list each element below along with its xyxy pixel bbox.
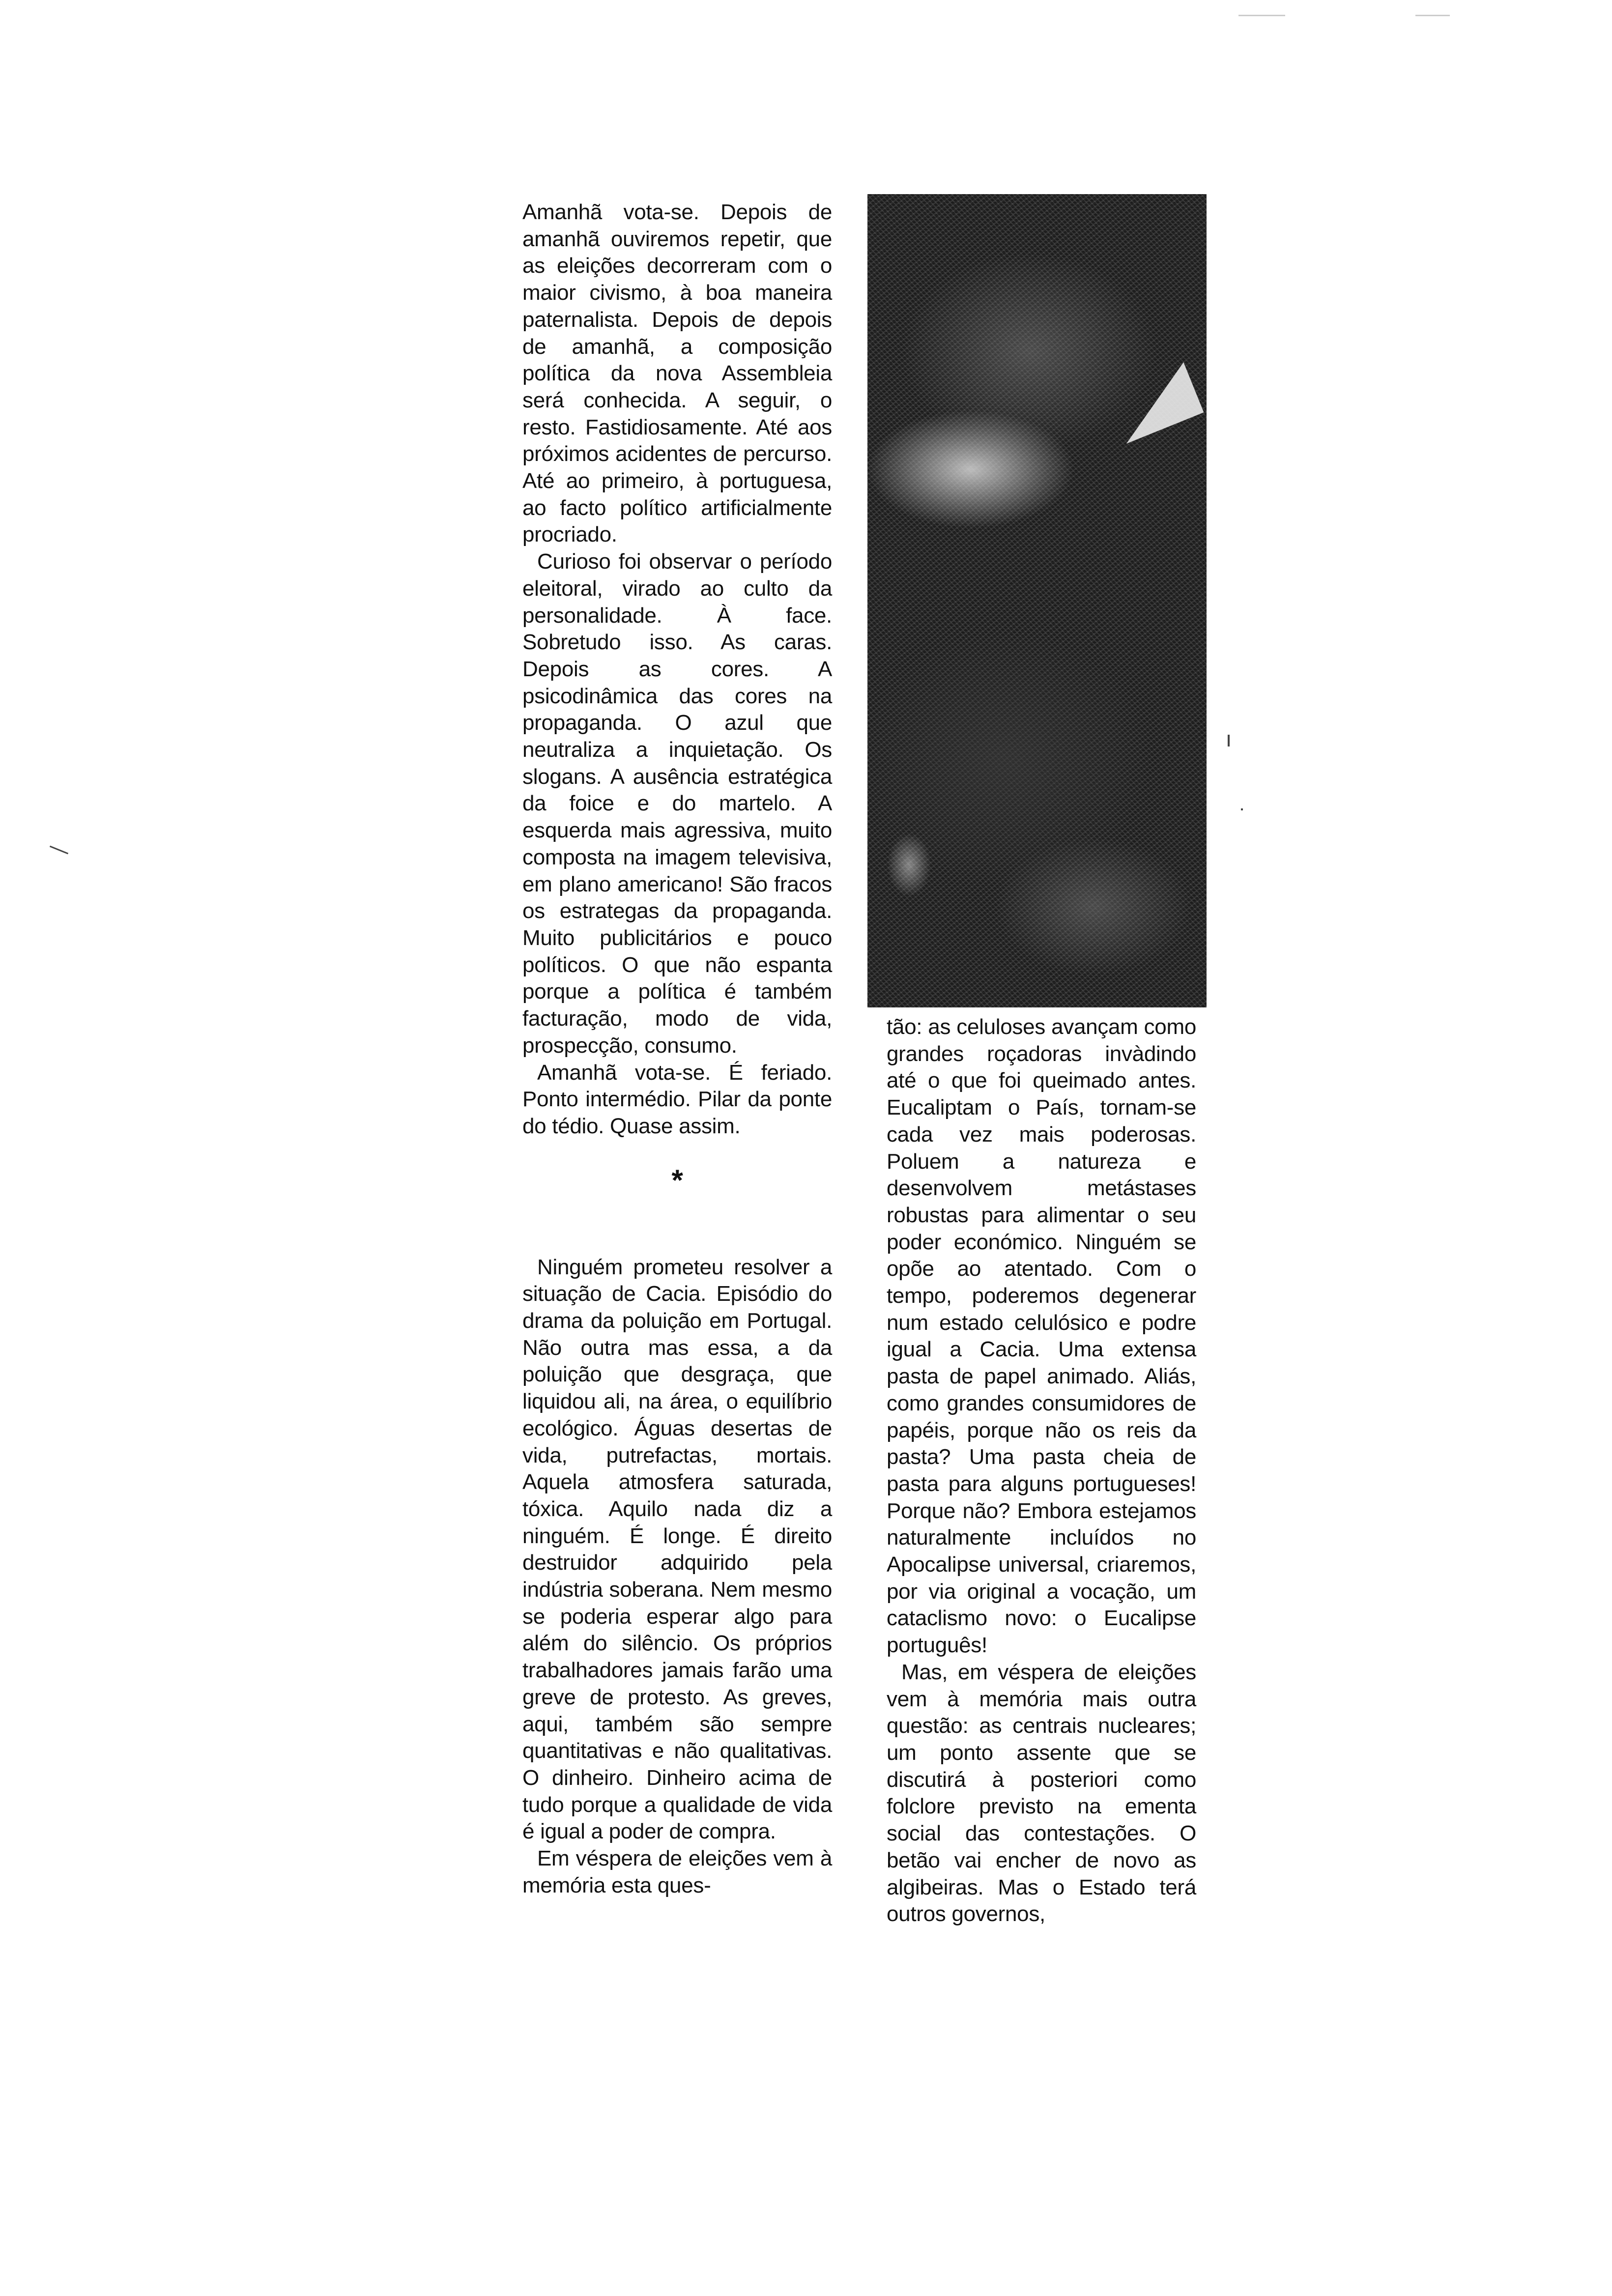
paragraph-4: Ninguém prometeu resolver a situação de Cacia. Episódio do drama da poluição em Portugal. Não outra mas essa, a da poluição que desgraça, que liquidou ali, na área, o equilíbrio ecológico. Águas desertas de vida, putrefactas, mortais. Aquela atmosfera saturada, tóxica. Aquilo nada diz a ninguém. É longe. É direito destruidor adquirido pela indústria soberana. Nem mesmo se poderia esperar algo para além do silêncio. Os próprios trabalhadores jamais farão uma greve de protesto. As greves, aqui, também são sempre quantitativas e não qualitativas. O dinheiro. Dinheiro acima de tudo porque a qualidade de vida é igual a poder de compra. [522,1255,832,1844]
scan-mark [1241,808,1243,810]
paragraph-2: Curioso foi observar o período eleitoral, virado ao culto da personalidade. À face. Sobretudo isso. As caras. Depois as cores. A psicodinâmica das cores na propaganda. O azul que neutraliza a inquietação. Os slogans. A ausência estratégica da foice e do martelo. A esquerda mais agressiva, muito composta na imagem televisiva, em plano americano! São fracos os estrategas da propaganda. Muito publicitários e pouco políticos. O que não espanta porque a política é também facturação, modo de vida, prospecção, consumo. [522,549,832,1058]
article-photo [867,194,1207,1007]
paragraph-1: Amanhã vota-se. Depois de amanhã ouviremos repetir, que as eleições decorreram com o maior civismo, à boa maneira paternalista. Depois de depois de amanhã, a composição política da nova Assembleia será conhecida. A seguir, o resto. Fastidiosamente. Até aos próximos acidentes de percurso. Até ao primeiro, à portuguesa, ao facto político artificialmente procriado. [522,200,832,547]
scan-mark [1228,735,1230,746]
paragraph-5: Em véspera de eleições vem à memória esta ques- [522,1846,832,1897]
photo-highlight [1106,362,1204,444]
paragraph-6: tão: as celuloses avançam como grandes roçadoras invàdindo até o que foi queimado antes. Eucaliptam o País, tornam-se cada vez mais poderosas. Poluem a natureza e desenvolvem metástases robustas para alimentar o seu poder económico. Ninguém se opõe ao atentado. Com o tempo, poderemos degenerar num estado celulósico e podre igual a Cacia. Uma extensa pasta de papel animado. Aliás, como grandes consumidores de papéis, porque não os reis da pasta? Uma pasta cheia de pasta para alguns portugueses! Porque não? Embora estejamos naturalmente incluídos no Apocalipse universal, criaremos, por via original a vocação, um cataclismo novo: o Eucalipse português! [887,1015,1196,1658]
scan-mark [1238,15,1285,16]
article-column-left [522,199,832,1899]
paragraph-3: Amanhã vota-se. É feriado. Ponto intermédio. Pilar da ponte do tédio. Quase assim. [522,1060,832,1138]
section-separator: * [671,1163,683,1197]
photo-glow [887,833,931,897]
scan-mark [1415,15,1450,16]
article-column-right [887,1014,1196,1928]
paragraph-7: Mas, em véspera de eleições vem à memória mais outra questão: as centrais nucleares; um ponto assente que se discutirá à posteriori como folclore previsto na ementa social das contestações. O betão vai encher de novo as algibeiras. Mas o Estado terá outros governos, [887,1660,1196,1926]
scan-mark [50,846,68,855]
